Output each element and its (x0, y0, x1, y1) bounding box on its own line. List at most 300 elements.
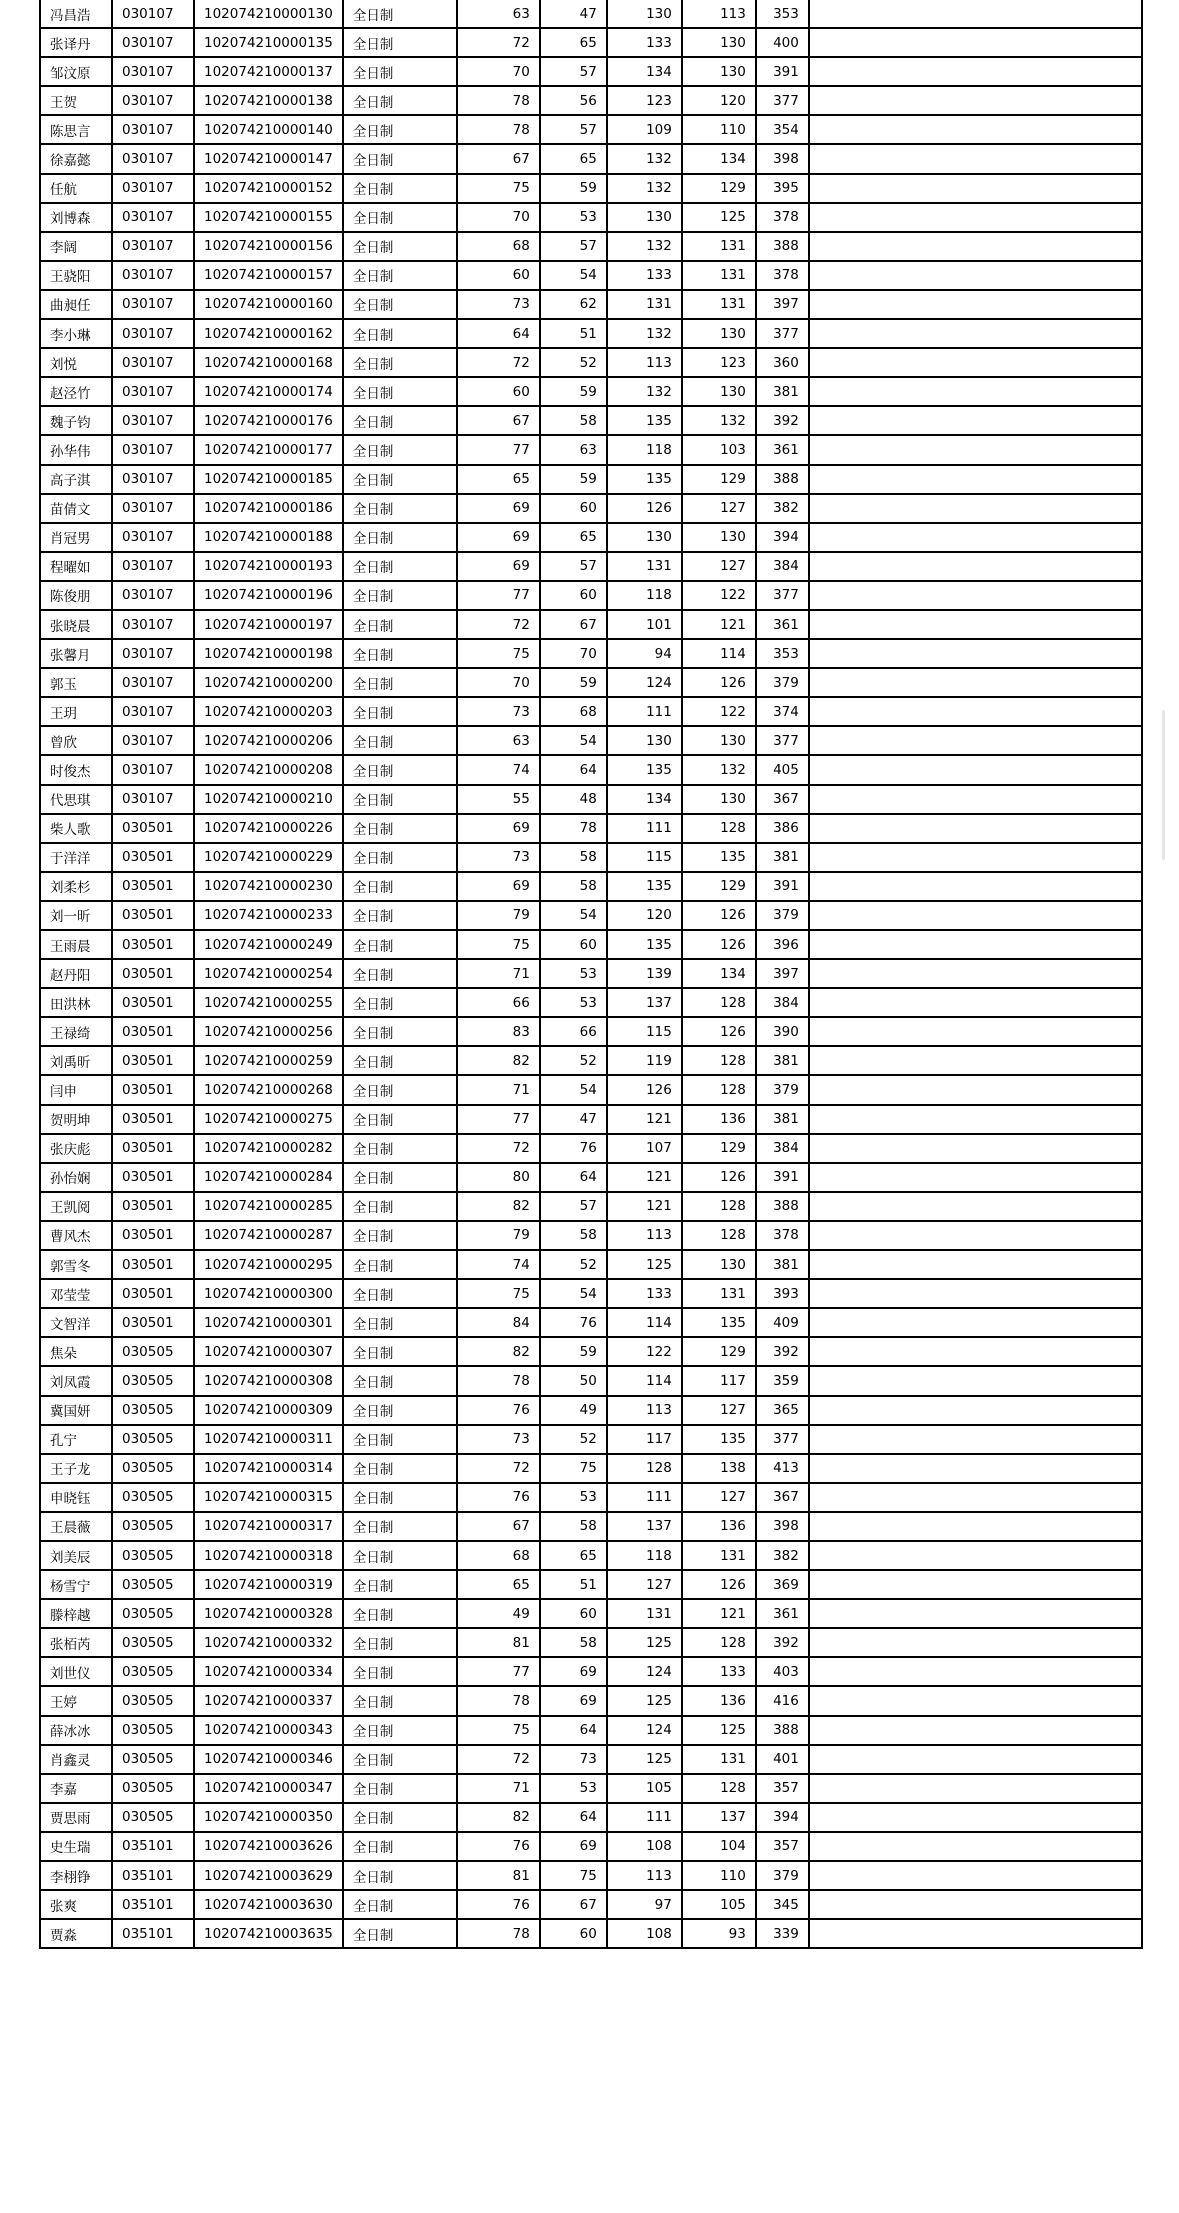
score-foreign-language: 54 (540, 261, 607, 290)
candidate-name: 冯昌浩 (40, 0, 112, 28)
score-total: 384 (756, 1134, 809, 1163)
study-mode: 全日制 (343, 639, 457, 668)
candidate-name: 任航 (40, 174, 112, 203)
candidate-name: 王婷 (40, 1686, 112, 1715)
score-politics: 80 (457, 1163, 540, 1192)
candidate-id: 102074210003630 (194, 1890, 343, 1919)
major-code: 035101 (112, 1919, 194, 1948)
table-row (40, 435, 1142, 464)
empty-cell (809, 523, 1142, 552)
score-total: 397 (756, 290, 809, 319)
score-subject-two: 126 (682, 901, 756, 930)
major-code: 035101 (112, 1890, 194, 1919)
score-politics: 70 (457, 57, 540, 86)
empty-cell (809, 1163, 1142, 1192)
empty-cell (809, 1337, 1142, 1366)
candidate-id: 102074210000226 (194, 814, 343, 843)
score-subject-one: 128 (607, 1454, 682, 1483)
study-mode: 全日制 (343, 435, 457, 464)
major-code: 030107 (112, 552, 194, 581)
candidate-name: 李小琳 (40, 319, 112, 348)
candidate-id: 102074210000337 (194, 1686, 343, 1715)
study-mode: 全日制 (343, 1396, 457, 1425)
empty-cell (809, 959, 1142, 988)
empty-cell (809, 1832, 1142, 1861)
table-row (40, 988, 1142, 1017)
score-total: 381 (756, 1105, 809, 1134)
candidate-name: 邹汶原 (40, 57, 112, 86)
score-subject-one: 111 (607, 1483, 682, 1512)
score-politics: 75 (457, 930, 540, 959)
empty-cell (809, 1541, 1142, 1570)
major-code: 030505 (112, 1366, 194, 1395)
study-mode: 全日制 (343, 1512, 457, 1541)
score-foreign-language: 53 (540, 988, 607, 1017)
score-politics: 68 (457, 232, 540, 261)
score-total: 367 (756, 1483, 809, 1512)
candidate-name: 滕梓越 (40, 1599, 112, 1628)
score-politics: 63 (457, 0, 540, 28)
major-code: 030107 (112, 86, 194, 115)
major-code: 030501 (112, 1046, 194, 1075)
major-code: 030501 (112, 1192, 194, 1221)
candidate-name: 高子淇 (40, 465, 112, 494)
score-politics: 83 (457, 1017, 540, 1046)
score-politics: 84 (457, 1308, 540, 1337)
table-row (40, 814, 1142, 843)
major-code: 030107 (112, 348, 194, 377)
score-foreign-language: 59 (540, 668, 607, 697)
study-mode: 全日制 (343, 1628, 457, 1657)
score-total: 409 (756, 1308, 809, 1337)
table-row (40, 1774, 1142, 1803)
table-row (40, 668, 1142, 697)
major-code: 030501 (112, 872, 194, 901)
score-total: 367 (756, 785, 809, 814)
score-subject-two: 117 (682, 1366, 756, 1395)
score-foreign-language: 58 (540, 872, 607, 901)
candidate-name: 魏子钧 (40, 406, 112, 435)
score-subject-one: 115 (607, 1017, 682, 1046)
score-foreign-language: 64 (540, 755, 607, 784)
score-total: 379 (756, 901, 809, 930)
score-subject-two: 128 (682, 1046, 756, 1075)
score-foreign-language: 54 (540, 1279, 607, 1308)
table-row (40, 581, 1142, 610)
score-foreign-language: 58 (540, 843, 607, 872)
score-subject-one: 125 (607, 1686, 682, 1715)
score-subject-two: 135 (682, 1308, 756, 1337)
score-politics: 69 (457, 494, 540, 523)
major-code: 030505 (112, 1337, 194, 1366)
candidate-name: 陈俊朋 (40, 581, 112, 610)
score-total: 377 (756, 319, 809, 348)
study-mode: 全日制 (343, 988, 457, 1017)
score-foreign-language: 65 (540, 28, 607, 57)
empty-cell (809, 1308, 1142, 1337)
empty-cell (809, 639, 1142, 668)
empty-cell (809, 581, 1142, 610)
candidate-id: 102074210000287 (194, 1221, 343, 1250)
score-total: 413 (756, 1454, 809, 1483)
score-subject-one: 132 (607, 174, 682, 203)
score-politics: 75 (457, 639, 540, 668)
empty-cell (809, 494, 1142, 523)
candidate-id: 102074210000135 (194, 28, 343, 57)
candidate-name: 焦朵 (40, 1337, 112, 1366)
major-code: 030107 (112, 435, 194, 464)
score-politics: 82 (457, 1046, 540, 1075)
major-code: 030501 (112, 1163, 194, 1192)
table-row (40, 290, 1142, 319)
score-subject-one: 135 (607, 465, 682, 494)
candidate-name: 郭雪冬 (40, 1250, 112, 1279)
study-mode: 全日制 (343, 57, 457, 86)
score-politics: 74 (457, 755, 540, 784)
major-code: 030501 (112, 1221, 194, 1250)
score-subject-two: 127 (682, 494, 756, 523)
score-politics: 69 (457, 814, 540, 843)
candidate-name: 申晓钰 (40, 1483, 112, 1512)
candidate-id: 102074210000203 (194, 697, 343, 726)
score-total: 398 (756, 144, 809, 173)
score-foreign-language: 64 (540, 1716, 607, 1745)
score-subject-two: 131 (682, 232, 756, 261)
scrollbar-thumb[interactable] (1162, 710, 1165, 860)
empty-cell (809, 377, 1142, 406)
candidate-id: 102074210000295 (194, 1250, 343, 1279)
table-row (40, 959, 1142, 988)
candidate-id: 102074210000350 (194, 1803, 343, 1832)
empty-cell (809, 261, 1142, 290)
score-politics: 69 (457, 523, 540, 552)
score-subject-one: 123 (607, 86, 682, 115)
candidate-id: 102074210000185 (194, 465, 343, 494)
table-row (40, 1657, 1142, 1686)
score-politics: 82 (457, 1337, 540, 1366)
score-foreign-language: 64 (540, 1803, 607, 1832)
candidate-id: 102074210000311 (194, 1425, 343, 1454)
candidate-name: 赵泾竹 (40, 377, 112, 406)
table-row (40, 1163, 1142, 1192)
candidate-name: 张栢芮 (40, 1628, 112, 1657)
empty-cell (809, 203, 1142, 232)
table-row (40, 1628, 1142, 1657)
score-politics: 72 (457, 610, 540, 639)
study-mode: 全日制 (343, 1570, 457, 1599)
score-politics: 77 (457, 435, 540, 464)
score-foreign-language: 76 (540, 1134, 607, 1163)
score-subject-two: 134 (682, 959, 756, 988)
study-mode: 全日制 (343, 552, 457, 581)
score-total: 339 (756, 1919, 809, 1948)
score-subject-two: 129 (682, 1134, 756, 1163)
score-total: 378 (756, 261, 809, 290)
major-code: 030107 (112, 57, 194, 86)
major-code: 030501 (112, 988, 194, 1017)
candidate-name: 贺明坤 (40, 1105, 112, 1134)
score-subject-two: 131 (682, 261, 756, 290)
candidate-id: 102074210000200 (194, 668, 343, 697)
score-subject-one: 134 (607, 785, 682, 814)
score-subject-two: 93 (682, 1919, 756, 1948)
score-subject-one: 114 (607, 1308, 682, 1337)
table-row (40, 552, 1142, 581)
empty-cell (809, 726, 1142, 755)
candidate-id: 102074210000315 (194, 1483, 343, 1512)
study-mode: 全日制 (343, 1017, 457, 1046)
empty-cell (809, 86, 1142, 115)
score-subject-two: 130 (682, 785, 756, 814)
score-total: 359 (756, 1366, 809, 1395)
table-row (40, 639, 1142, 668)
table-row (40, 203, 1142, 232)
study-mode: 全日制 (343, 1075, 457, 1104)
candidate-name: 刘博森 (40, 203, 112, 232)
score-foreign-language: 48 (540, 785, 607, 814)
empty-cell (809, 406, 1142, 435)
candidate-id: 102074210003626 (194, 1832, 343, 1861)
score-foreign-language: 47 (540, 0, 607, 28)
score-total: 400 (756, 28, 809, 57)
score-subject-one: 105 (607, 1774, 682, 1803)
study-mode: 全日制 (343, 755, 457, 784)
study-mode: 全日制 (343, 1657, 457, 1686)
score-foreign-language: 60 (540, 1919, 607, 1948)
table-row (40, 1745, 1142, 1774)
candidate-name: 王骁阳 (40, 261, 112, 290)
score-subject-one: 108 (607, 1919, 682, 1948)
candidate-id: 102074210000233 (194, 901, 343, 930)
score-subject-two: 110 (682, 1861, 756, 1890)
score-total: 394 (756, 1803, 809, 1832)
score-subject-two: 137 (682, 1803, 756, 1832)
major-code: 030107 (112, 523, 194, 552)
table-row (40, 1105, 1142, 1134)
score-subject-two: 128 (682, 814, 756, 843)
major-code: 035101 (112, 1832, 194, 1861)
table-row (40, 755, 1142, 784)
candidate-id: 102074210000314 (194, 1454, 343, 1483)
candidate-id: 102074210000155 (194, 203, 343, 232)
study-mode: 全日制 (343, 0, 457, 28)
candidate-name: 张爽 (40, 1890, 112, 1919)
score-subject-two: 130 (682, 319, 756, 348)
table-row (40, 1803, 1142, 1832)
table-row (40, 0, 1142, 28)
major-code: 030107 (112, 203, 194, 232)
study-mode: 全日制 (343, 348, 457, 377)
candidate-name: 刘一昕 (40, 901, 112, 930)
score-politics: 76 (457, 1890, 540, 1919)
empty-cell (809, 1774, 1142, 1803)
score-subject-one: 115 (607, 843, 682, 872)
empty-cell (809, 1396, 1142, 1425)
empty-cell (809, 57, 1142, 86)
score-foreign-language: 52 (540, 1250, 607, 1279)
score-subject-two: 126 (682, 1570, 756, 1599)
candidate-name: 贾思雨 (40, 1803, 112, 1832)
candidate-id: 102074210000285 (194, 1192, 343, 1221)
candidate-id: 102074210000208 (194, 755, 343, 784)
empty-cell (809, 1657, 1142, 1686)
score-politics: 60 (457, 377, 540, 406)
score-subject-one: 113 (607, 348, 682, 377)
major-code: 030107 (112, 494, 194, 523)
table-row (40, 697, 1142, 726)
score-total: 379 (756, 1861, 809, 1890)
empty-cell (809, 348, 1142, 377)
major-code: 030107 (112, 232, 194, 261)
empty-cell (809, 1861, 1142, 1890)
score-total: 365 (756, 1396, 809, 1425)
table-row (40, 1308, 1142, 1337)
empty-cell (809, 1716, 1142, 1745)
study-mode: 全日制 (343, 1163, 457, 1192)
study-mode: 全日制 (343, 1454, 457, 1483)
candidate-id: 102074210000130 (194, 0, 343, 28)
score-subject-two: 133 (682, 1657, 756, 1686)
major-code: 030505 (112, 1541, 194, 1570)
study-mode: 全日制 (343, 1832, 457, 1861)
major-code: 030505 (112, 1570, 194, 1599)
score-subject-two: 131 (682, 1279, 756, 1308)
score-foreign-language: 58 (540, 406, 607, 435)
candidate-id: 102074210000168 (194, 348, 343, 377)
score-subject-one: 126 (607, 494, 682, 523)
score-table-body (40, 0, 1142, 1948)
score-subject-two: 127 (682, 1483, 756, 1512)
study-mode: 全日制 (343, 465, 457, 494)
score-total: 388 (756, 1192, 809, 1221)
score-subject-two: 128 (682, 1221, 756, 1250)
study-mode: 全日制 (343, 523, 457, 552)
score-foreign-language: 58 (540, 1512, 607, 1541)
empty-cell (809, 1046, 1142, 1075)
candidate-name: 文智洋 (40, 1308, 112, 1337)
candidate-id: 102074210000197 (194, 610, 343, 639)
major-code: 030107 (112, 581, 194, 610)
score-subject-two: 126 (682, 1017, 756, 1046)
score-politics: 82 (457, 1192, 540, 1221)
score-subject-two: 129 (682, 174, 756, 203)
table-row (40, 319, 1142, 348)
table-row (40, 726, 1142, 755)
candidate-id: 102074210000249 (194, 930, 343, 959)
table-row (40, 1483, 1142, 1512)
score-total: 392 (756, 1628, 809, 1657)
empty-cell (809, 0, 1142, 28)
candidate-name: 王晨薇 (40, 1512, 112, 1541)
score-total: 377 (756, 1425, 809, 1454)
score-foreign-language: 75 (540, 1454, 607, 1483)
major-code: 030505 (112, 1657, 194, 1686)
candidate-id: 102074210000147 (194, 144, 343, 173)
table-row (40, 1890, 1142, 1919)
score-politics: 75 (457, 1279, 540, 1308)
candidate-name: 刘悦 (40, 348, 112, 377)
score-foreign-language: 51 (540, 319, 607, 348)
candidate-id: 102074210000188 (194, 523, 343, 552)
score-total: 377 (756, 726, 809, 755)
candidate-name: 曲昶任 (40, 290, 112, 319)
score-subject-two: 103 (682, 435, 756, 464)
score-foreign-language: 65 (540, 523, 607, 552)
score-subject-one: 132 (607, 144, 682, 173)
empty-cell (809, 1425, 1142, 1454)
score-politics: 76 (457, 1483, 540, 1512)
study-mode: 全日制 (343, 115, 457, 144)
study-mode: 全日制 (343, 86, 457, 115)
candidate-id: 102074210000229 (194, 843, 343, 872)
major-code: 030501 (112, 1279, 194, 1308)
empty-cell (809, 319, 1142, 348)
score-total: 361 (756, 610, 809, 639)
candidate-name: 李嘉 (40, 1774, 112, 1803)
score-subject-two: 125 (682, 203, 756, 232)
candidate-name: 贾淼 (40, 1919, 112, 1948)
candidate-id: 102074210000157 (194, 261, 343, 290)
major-code: 030505 (112, 1599, 194, 1628)
major-code: 030505 (112, 1483, 194, 1512)
candidate-name: 王玥 (40, 697, 112, 726)
study-mode: 全日制 (343, 1716, 457, 1745)
study-mode: 全日制 (343, 1861, 457, 1890)
candidate-id: 102074210000259 (194, 1046, 343, 1075)
score-foreign-language: 57 (540, 57, 607, 86)
empty-cell (809, 988, 1142, 1017)
candidate-name: 闫申 (40, 1075, 112, 1104)
score-foreign-language: 58 (540, 1221, 607, 1250)
empty-cell (809, 1483, 1142, 1512)
score-politics: 73 (457, 1425, 540, 1454)
study-mode: 全日制 (343, 1134, 457, 1163)
score-total: 394 (756, 523, 809, 552)
study-mode: 全日制 (343, 261, 457, 290)
table-row (40, 1279, 1142, 1308)
score-politics: 72 (457, 1745, 540, 1774)
score-total: 353 (756, 0, 809, 28)
score-politics: 79 (457, 1221, 540, 1250)
candidate-name: 张馨月 (40, 639, 112, 668)
score-foreign-language: 59 (540, 174, 607, 203)
candidate-name: 张译丹 (40, 28, 112, 57)
score-foreign-language: 51 (540, 1570, 607, 1599)
score-total: 381 (756, 377, 809, 406)
table-row (40, 174, 1142, 203)
study-mode: 全日制 (343, 1105, 457, 1134)
study-mode: 全日制 (343, 174, 457, 203)
score-subject-one: 114 (607, 1366, 682, 1395)
table-row (40, 144, 1142, 173)
score-foreign-language: 54 (540, 901, 607, 930)
score-subject-two: 126 (682, 1163, 756, 1192)
score-politics: 70 (457, 203, 540, 232)
score-subject-one: 108 (607, 1832, 682, 1861)
major-code: 030107 (112, 755, 194, 784)
candidate-name: 王贺 (40, 86, 112, 115)
score-foreign-language: 69 (540, 1686, 607, 1715)
study-mode: 全日制 (343, 1279, 457, 1308)
score-foreign-language: 69 (540, 1832, 607, 1861)
score-politics: 64 (457, 319, 540, 348)
score-subject-two: 128 (682, 1774, 756, 1803)
score-subject-one: 124 (607, 668, 682, 697)
score-subject-one: 135 (607, 872, 682, 901)
candidate-id: 102074210000317 (194, 1512, 343, 1541)
score-politics: 68 (457, 1541, 540, 1570)
score-total: 392 (756, 1337, 809, 1366)
